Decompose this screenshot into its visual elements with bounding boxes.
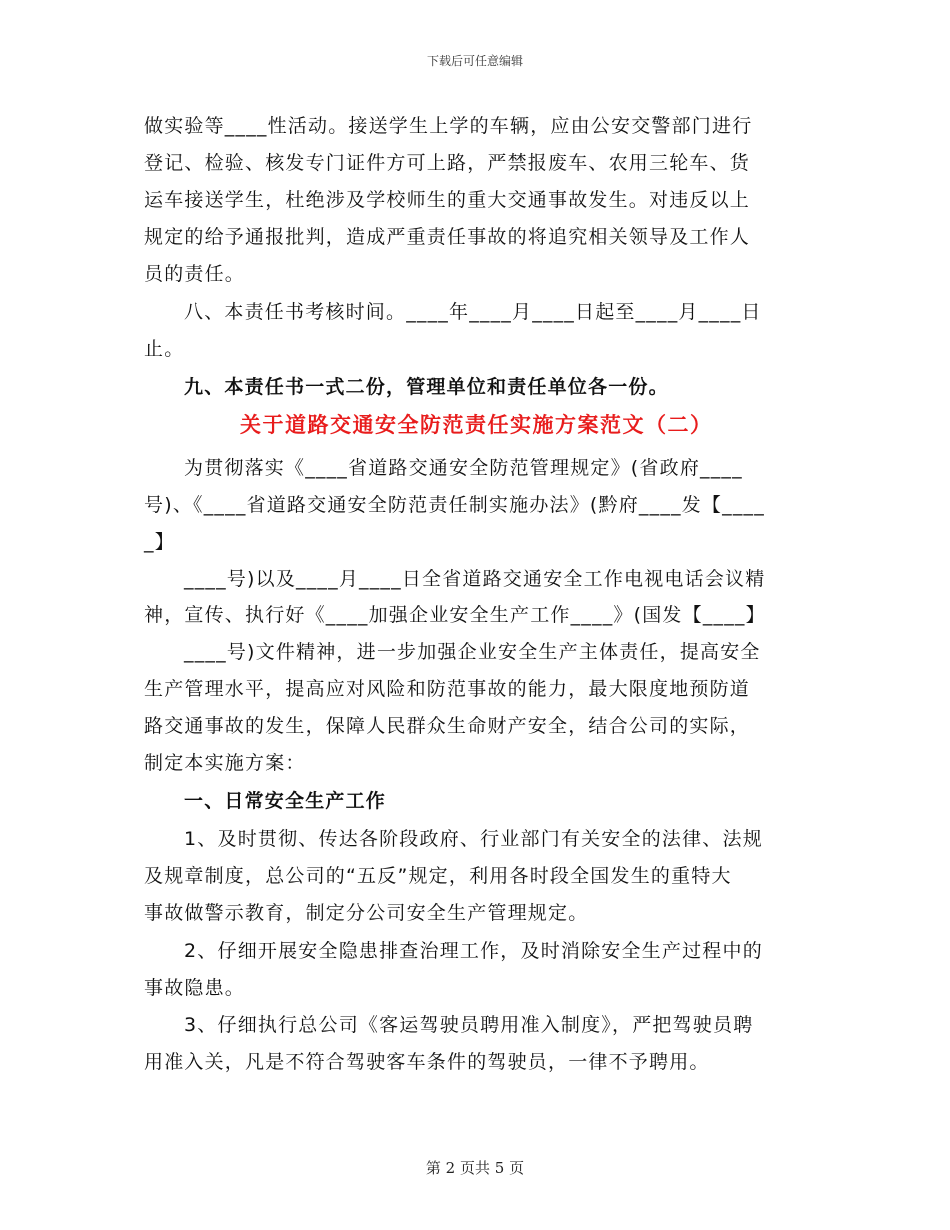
body-line: 神，宣传、执行好《____加强企业安全生产工作____》(国发【____】 — [144, 604, 766, 626]
body-line: 为贯彻落实《____省道路交通安全防范管理规定》(省政府____ — [184, 457, 743, 479]
body-line: 员的责任。 — [144, 263, 246, 285]
body-line: 做实验等____性活动。接送学生上学的车辆，应由公安交警部门进行 — [144, 115, 753, 137]
page-number: 第 2 页共 5 页 — [425, 1159, 525, 1177]
body-line: 止。 — [144, 338, 185, 360]
body-line: 3、仔细执行总公司《客运驾驶员聘用准入制度》，严把驾驶员聘 — [184, 1014, 754, 1036]
body-line: 事故做警示教育，制定分公司安全生产管理规定。 — [144, 902, 589, 924]
body-line: 1、及时贯彻、传达各阶段政府、行业部门有关安全的法律、法规 — [184, 828, 763, 850]
body-line: 运车接送学生，杜绝涉及学校师生的重大交通事故发生。对违反以上 — [144, 189, 751, 211]
body-line: ____号)以及____月____日全省道路交通安全工作电视电话会议精 — [184, 568, 766, 590]
body-line: _】 — [144, 531, 175, 553]
body-line: 2、仔细开展安全隐患排查治理工作，及时消除安全生产过程中的 — [184, 940, 763, 962]
body-line: 事故隐患。 — [144, 977, 246, 999]
body-line: 号)、《____省道路交通安全防范责任制实施办法》(黔府____发【____ — [144, 494, 765, 516]
body-line: 路交通事故的发生，保障人民群众生命财产安全，结合公司的实际， — [144, 715, 751, 737]
section-nine: 九、本责任书一式二份，管理单位和责任单位各一份。 — [184, 376, 669, 398]
body-line: 制定本实施方案： — [144, 752, 306, 774]
body-line: 生产管理水平，提高应对风险和防范事故的能力，最大限度地预防道 — [144, 678, 751, 700]
document-title: 关于道路交通安全防范责任实施方案范文（二） — [240, 413, 713, 437]
page-header-note: 下载后可任意编辑 — [426, 54, 523, 68]
section-heading-one: 一、日常安全生产工作 — [184, 790, 387, 812]
body-line: 八、本责任书考核时间。____年____月____日起至____月____日 — [184, 301, 762, 323]
body-line: 及规章制度，总公司的“五反”规定，利用各时段全国发生的重特大 — [144, 865, 732, 887]
body-line: 用准入关，凡是不符合驾驶客车条件的驾驶员，一律不予聘用。 — [144, 1051, 710, 1073]
body-line: ____号)文件精神，进一步加强企业安全生产主体责任，提高安全 — [184, 641, 761, 663]
body-line: 规定的给予通报批判，造成严重责任事故的将追究相关领导及工作人 — [144, 226, 751, 248]
body-line: 登记、检验、核发专门证件方可上路，严禁报废车、农用三轮车、货 — [144, 152, 751, 174]
